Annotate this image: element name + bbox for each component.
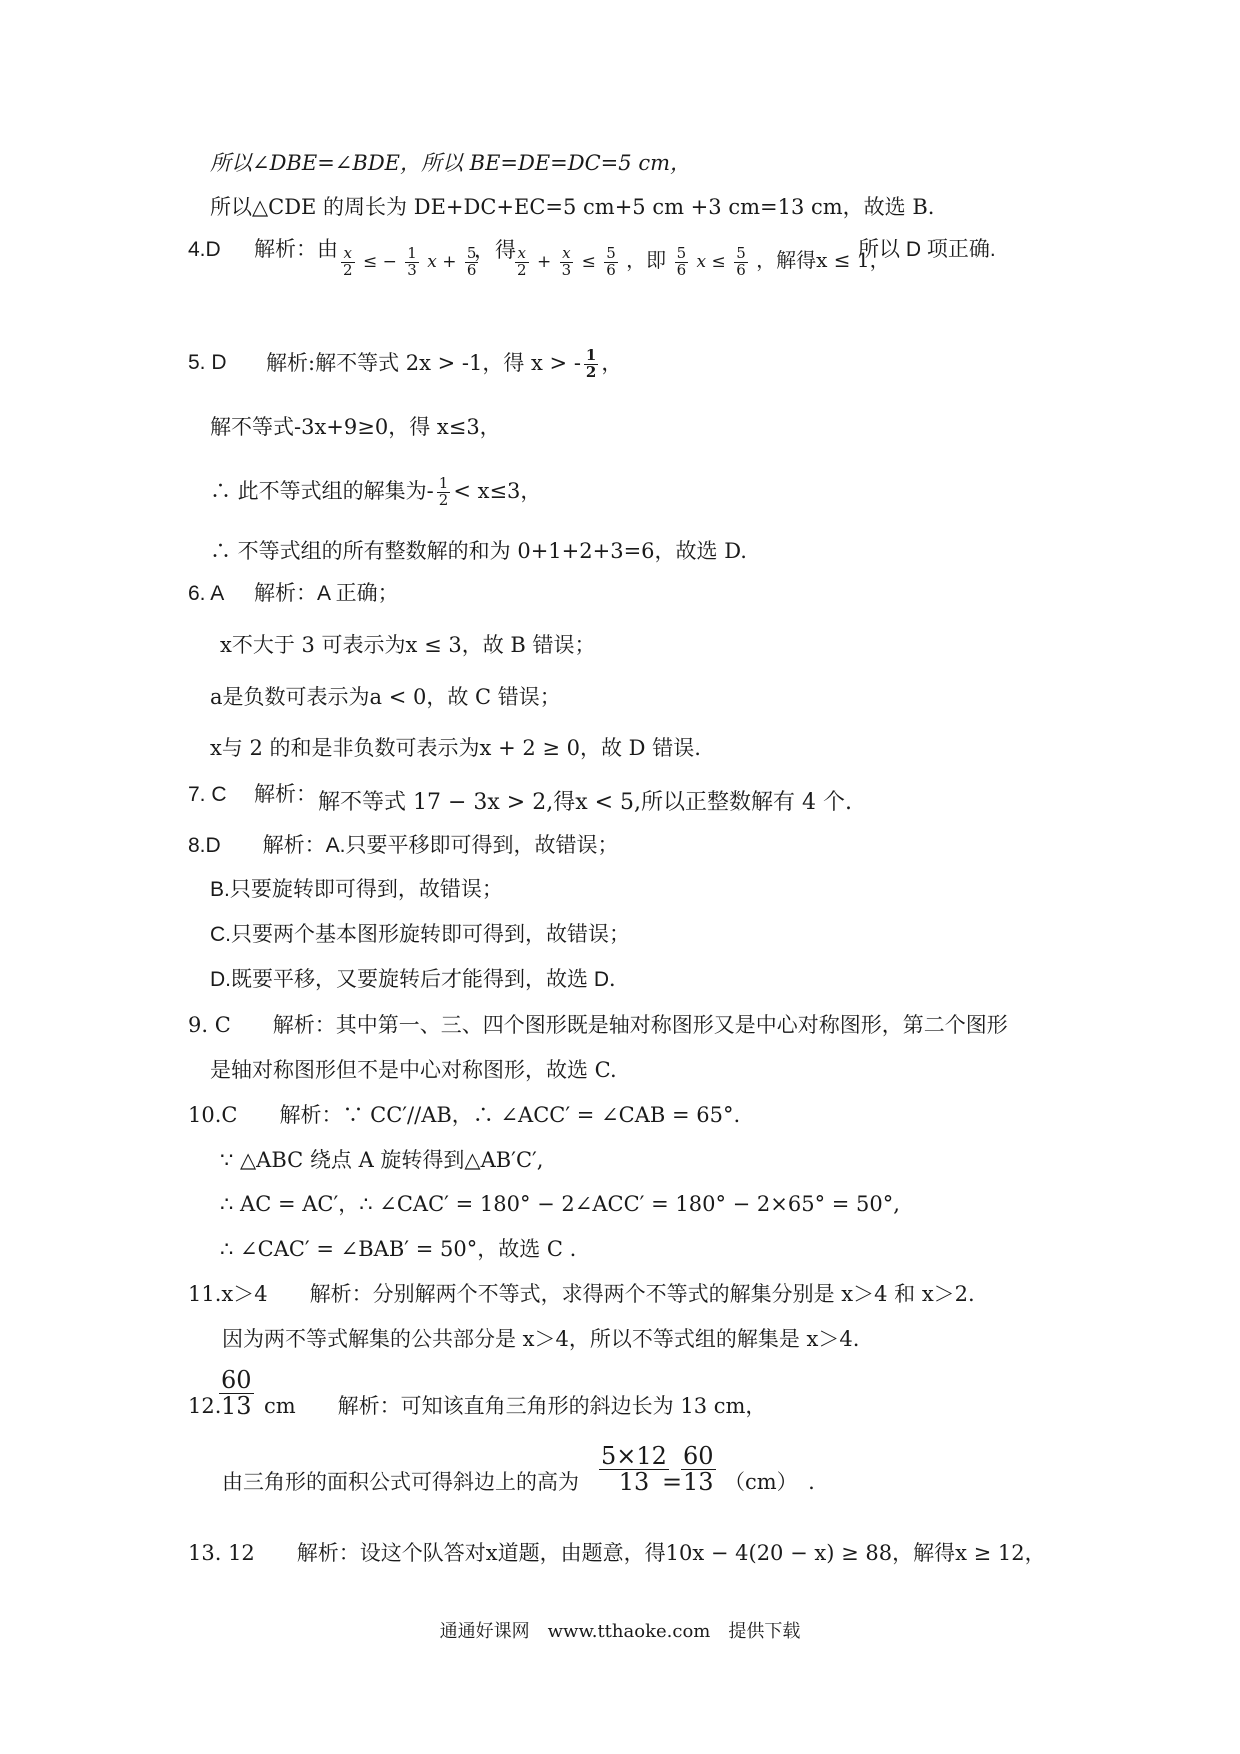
q12-line-1: cm 解析：可知该直角三角形的斜边长为 13 cm， — [264, 1394, 767, 1418]
q6-line-3: a是负数可表示为a < 0，故 C 错误； — [210, 685, 561, 709]
q4-fraction: $\frac{x}{3}$ — [561, 244, 572, 279]
q4-fraction: $\frac{x}{2}$ — [343, 244, 353, 279]
q4-conclusion: 所以 D 项正确. — [858, 238, 996, 261]
page-footer: 通通好课网 www.tthaoke.com 提供下载 — [439, 1621, 801, 1642]
q5-fraction: $\frac{1}{2}$ — [438, 474, 449, 509]
q5-line-1: 解析:解不等式 2x > -1，得 x > - $\frac{1}{2}$ ， — [266, 346, 623, 381]
q4-fraction: $\frac{5}{6}$ — [606, 244, 616, 279]
q7-label: 解析： — [254, 783, 317, 806]
q12-equals: = — [662, 1468, 683, 1496]
q5-line-4: ∴ 不等式组的所有整数解的和为 0+1+2+3=6，故选 D. — [210, 539, 747, 563]
q6-line-1: 解析：A 正确； — [254, 582, 399, 605]
q10-line-2: ∵ △ABC 绕点 A 旋转得到△AB′C′, — [220, 1148, 544, 1172]
q10-line-1: 10.C 解析：∵ CC′//AB，∴ ∠ACC′ = ∠CAB = 65°. — [188, 1103, 741, 1127]
q6-line-2: x不大于 3 可表示为x ≤ 3，故 B 错误； — [220, 633, 596, 657]
q4-get: ，得 — [474, 238, 516, 262]
q12-answer-fraction: $\frac{60}{13}$ — [221, 1366, 252, 1421]
q4-fraction: $\frac{5}{6}$ — [466, 244, 477, 279]
q4-inequality-2: $\frac{x}{2}$ + $\frac{x}{3}$ ≤ $\frac{5}{6}$ ，即 $\frac{5}{6}$ x ≤ $\frac{5}{6}$ ，解得x ≤ 1， — [517, 244, 890, 279]
q11-line-2: 因为两不等式解集的公共部分是 x＞4，所以不等式组的解集是 x＞4. — [222, 1327, 860, 1351]
q7-answer: 7. C — [188, 783, 227, 806]
q4-fraction: $\frac{x}{2}$ — [517, 244, 527, 279]
q5-answer: 5. D — [188, 351, 227, 374]
q6-line-4: x与 2 的和是非负数可表示为x + 2 ≥ 0，故 D 错误. — [210, 736, 701, 760]
q11-line-1: 11.x＞4 解析：分别解两个不等式，求得两个不等式的解集分别是 x＞4 和 x＞2. — [188, 1282, 975, 1306]
q12-result-fraction: $\frac{60}{13}$ — [683, 1442, 714, 1497]
q4-fraction: $\frac{1}{3}$ — [407, 244, 417, 279]
q13-line-1: 13. 12 解析：设这个队答对x道题，由题意，得10x − 4(20 − x) ≥ 88，解得x ≥ 12， — [188, 1541, 1046, 1565]
q4-inequality-1: $\frac{x}{2}$ ≤ − $\frac{1}{3}$ x + $\frac{5}{6}$ — [343, 244, 477, 279]
q12-area-fraction: $\frac{5\times 12}{13}$ — [601, 1442, 667, 1497]
q12-unit: （cm） . — [724, 1470, 815, 1494]
q4-fraction: $\frac{5}{6}$ — [676, 244, 687, 279]
q5-line-3: ∴ 此不等式组的解集为- $\frac{1}{2}$ < x≤3， — [210, 474, 542, 509]
q5-fraction: $\frac{1}{2}$ — [585, 346, 597, 381]
q8-line-1: 8.D 解析：A.只要平移即可得到，故错误； — [188, 834, 619, 857]
q12-line-2: 由三角形的面积公式可得斜边上的高为 — [222, 1470, 579, 1494]
q6-answer: 6. A — [188, 582, 225, 605]
q8-line-2: B.只要旋转即可得到，故错误； — [210, 878, 503, 901]
q9-line-2: 是轴对称图形但不是中心对称图形，故选 C. — [210, 1058, 617, 1082]
solution-line-3a: 所以∠DBE=∠BDE，所以 BE=DE=DC=5 cm， — [210, 151, 691, 175]
q7-solution: 解不等式 17 − 3x > 2,得x < 5,所以正整数解有 4 个. — [318, 790, 853, 815]
q10-line-3: ∴ AC = AC′，∴ ∠CAC′ = 180° − 2∠ACC′ = 180° − 2×65° = 50°, — [220, 1192, 900, 1216]
q5-line-2: 解不等式-3x+9≥0，得 x≤3， — [210, 415, 501, 439]
q10-line-4: ∴ ∠CAC′ = ∠BAB′ = 50°，故选 C . — [220, 1237, 577, 1261]
q4-fraction: $\frac{5}{6}$ — [736, 244, 746, 279]
q12-answer: 12. — [188, 1394, 222, 1418]
q8-line-4: D.既要平移，又要旋转后才能得到，故选 D． — [210, 968, 630, 991]
q4-answer: 4.D — [188, 238, 221, 261]
solution-line-3b: 所以△CDE 的周长为 DE+DC+EC=5 cm+5 cm +3 cm=13 cm，故选 B. — [210, 195, 935, 219]
q8-line-3: C.只要两个基本图形旋转即可得到，故错误； — [210, 923, 630, 946]
q9-line-1: 9. C 解析：其中第一、三、四个图形既是轴对称图形又是中心对称图形，第二个图形 — [188, 1013, 1008, 1037]
q4-label: 解析：由 — [254, 238, 338, 261]
